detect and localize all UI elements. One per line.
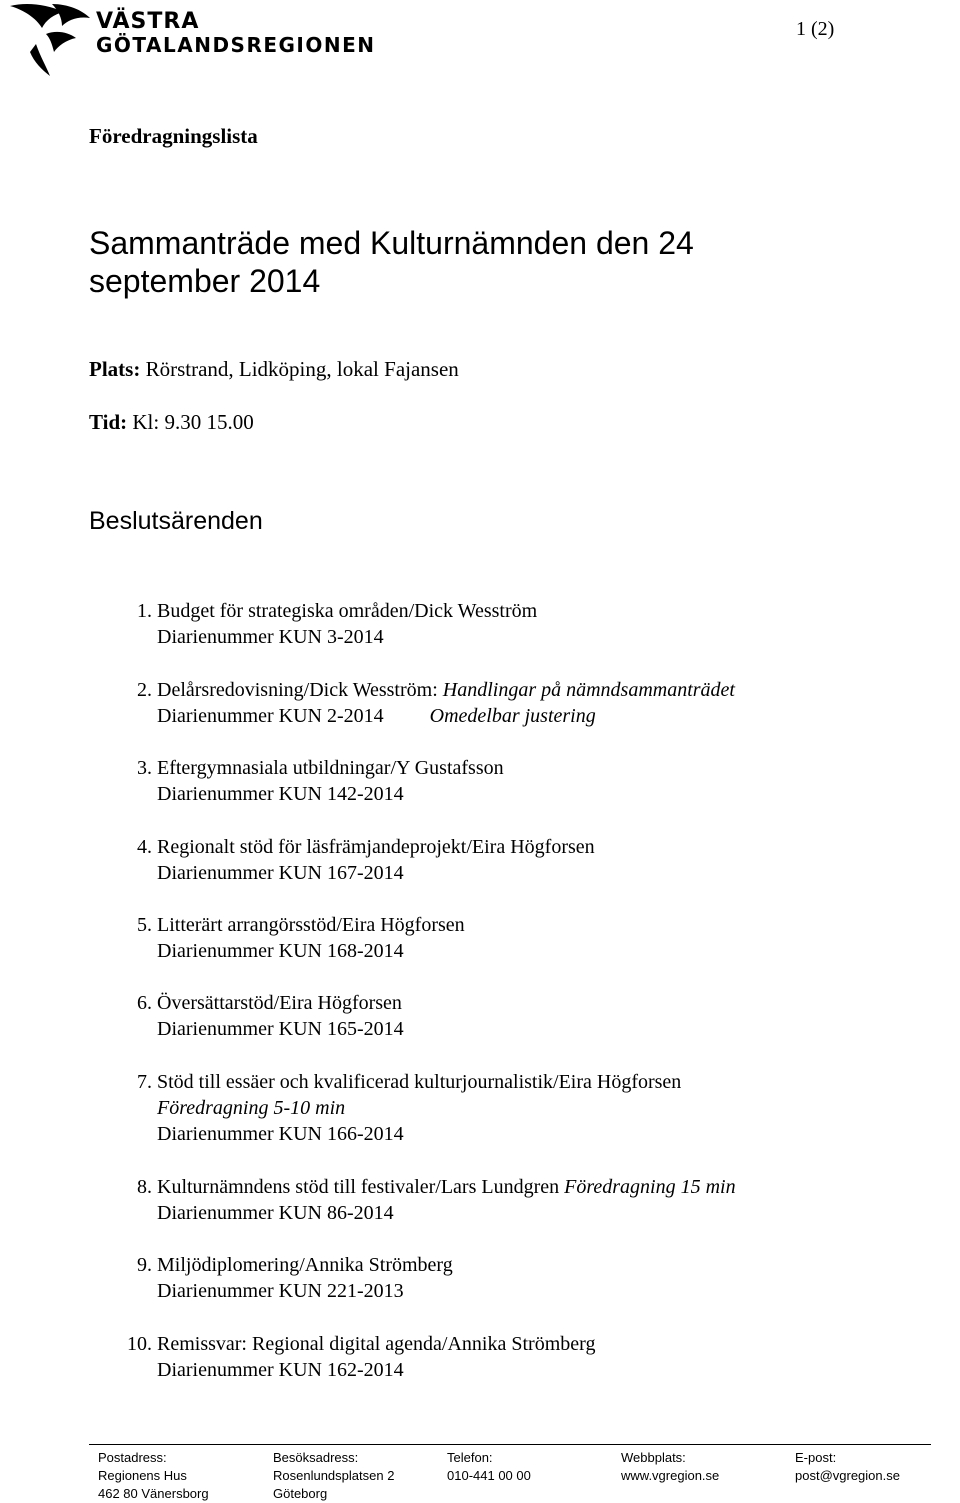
item-diarienummer: Diarienummer KUN 167-2014 bbox=[157, 862, 404, 884]
item-title: Kulturnämndens stöd till festivaler/Lars Lundgren bbox=[157, 1176, 560, 1198]
footer-postal-address bbox=[98, 1449, 209, 1503]
item-title: Eftergymnasiala utbildningar/Y Gustafsson bbox=[157, 757, 504, 779]
footer-website-link[interactable]: www.vgregion.se bbox=[621, 1468, 720, 1483]
footer-label: Besöksadress: bbox=[273, 1450, 359, 1465]
item-number: 6. bbox=[137, 992, 152, 1014]
item-diarienummer: Diarienummer KUN 86-2014 bbox=[157, 1202, 394, 1224]
item-diarienummer: Diarienummer KUN 166-2014 bbox=[157, 1123, 404, 1145]
footer-value: Göteborg bbox=[273, 1486, 328, 1501]
document-type: Föredragningslista bbox=[89, 124, 258, 148]
item-number: 7. bbox=[137, 1071, 152, 1093]
logo-line-1: VÄSTRA bbox=[96, 9, 200, 34]
item-diarienummer: Diarienummer KUN 168-2014 bbox=[157, 940, 404, 962]
vgr-logo bbox=[6, 0, 376, 80]
item-title: Regionalt stöd för läsfrämjandeprojekt/Eira Högforsen bbox=[157, 836, 595, 858]
logo-line-2: GÖTALANDSREGIONEN bbox=[96, 33, 376, 57]
footer-email-link[interactable]: post@vgregion.se bbox=[795, 1468, 900, 1483]
item-number: 9. bbox=[137, 1254, 152, 1276]
logo-wordmark bbox=[96, 10, 376, 56]
page-title: Sammanträde med Kulturnämnden den 24 september 2014 bbox=[89, 225, 694, 299]
item-title: Stöd till essäer och kvalificerad kulturjournalistik/Eira Högforsen bbox=[157, 1071, 682, 1093]
footer-label: E-post: bbox=[795, 1450, 837, 1465]
item-diarienummer: Diarienummer KUN 162-2014 bbox=[157, 1359, 404, 1381]
item-number: 5. bbox=[137, 914, 152, 936]
footer-label: Webbplats: bbox=[621, 1450, 686, 1465]
item-title: Miljödiplomering/Annika Strömberg bbox=[157, 1254, 453, 1276]
footer-value: 462 80 Vänersborg bbox=[98, 1486, 209, 1501]
footer-label: Postadress: bbox=[98, 1450, 167, 1465]
item-title: Delårsredovisning/Dick Wesström: bbox=[157, 679, 438, 701]
time-label: Tid: bbox=[89, 410, 128, 434]
item-number: 1. bbox=[137, 600, 152, 622]
item-number: 10. bbox=[127, 1333, 152, 1355]
item-number: 3. bbox=[137, 757, 152, 779]
item-diarienummer: Diarienummer KUN 2-2014 bbox=[157, 705, 384, 727]
footer-value: Regionens Hus bbox=[98, 1468, 187, 1483]
footer-visit-address bbox=[273, 1449, 394, 1503]
item-diarienummer: Diarienummer KUN 3-2014 bbox=[157, 626, 384, 648]
meeting-time bbox=[89, 410, 254, 435]
footer-website bbox=[621, 1449, 719, 1485]
item-number: 2. bbox=[137, 679, 152, 701]
item-presentation-note: Föredragning 5-10 min bbox=[157, 1097, 346, 1119]
footer-phone bbox=[447, 1449, 531, 1485]
footer-value: Rosenlundsplatsen 2 bbox=[273, 1468, 395, 1483]
item-title: Litterärt arrangörsstöd/Eira Högforsen bbox=[157, 914, 465, 936]
place-value: Rörstrand, Lidköping, lokal Fajansen bbox=[145, 357, 459, 381]
item-diarienummer: Diarienummer KUN 142-2014 bbox=[157, 783, 404, 805]
item-title-note: Föredragning 15 min bbox=[564, 1176, 736, 1198]
item-title: Budget för strategiska områden/Dick Wesström bbox=[157, 600, 538, 622]
footer-email bbox=[795, 1449, 900, 1485]
vgr-logo-mark-icon bbox=[6, 0, 92, 78]
place-label: Plats: bbox=[89, 357, 141, 381]
item-title-note: Handlingar på nämndsammanträdet bbox=[442, 679, 735, 701]
time-value: Kl: 9.30 15.00 bbox=[132, 410, 254, 434]
section-heading: Beslutsärenden bbox=[89, 507, 263, 535]
item-title: Remissvar: Regional digital agenda/Annika Strömberg bbox=[157, 1333, 596, 1355]
footer-label: Telefon: bbox=[447, 1450, 493, 1465]
item-number: 4. bbox=[137, 836, 152, 858]
item-number: 8. bbox=[137, 1176, 152, 1198]
item-diarienummer: Diarienummer KUN 221-2013 bbox=[157, 1280, 404, 1302]
item-title: Översättarstöd/Eira Högforsen bbox=[157, 992, 402, 1014]
page-number: 1 (2) bbox=[796, 18, 835, 40]
footer-value: 010-441 00 00 bbox=[447, 1468, 531, 1483]
meeting-place bbox=[89, 357, 459, 382]
item-diarienummer: Diarienummer KUN 165-2014 bbox=[157, 1018, 404, 1040]
footer-divider bbox=[89, 1444, 931, 1445]
item-diarie-note: Omedelbar justering bbox=[429, 705, 596, 727]
